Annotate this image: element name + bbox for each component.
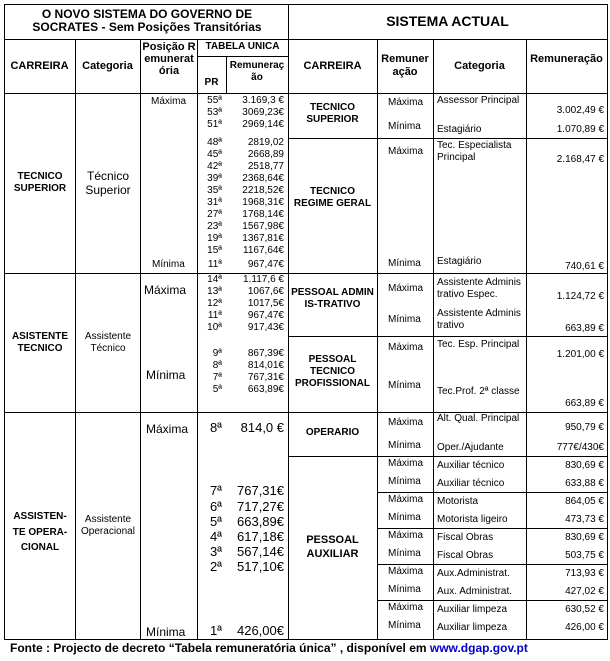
right-carreira-tecnico-superior: TECNICO SUPERIOR bbox=[306, 102, 359, 125]
salary-cell: 967,47€ bbox=[247, 310, 284, 321]
category-cell: Motorista bbox=[437, 496, 479, 507]
pr-cell: 13ª bbox=[207, 286, 222, 297]
salary-cell: 1567,98€ bbox=[242, 221, 284, 232]
left-title: O NOVO SISTEMA DO GOVERNO DE SOCRATES - Sem Posições Transitórias bbox=[32, 7, 262, 35]
category-cell: Estagiário bbox=[437, 256, 482, 267]
salary-cell: 567,14€ bbox=[237, 544, 284, 559]
category-cell: Alt. Qual. Principal bbox=[437, 413, 520, 424]
label-minima: Mínima bbox=[152, 259, 185, 270]
salary-cell: 2819,02 bbox=[247, 137, 284, 148]
pr-cell: 11ª bbox=[207, 310, 222, 321]
label-maxima: Máxima bbox=[388, 146, 424, 157]
left-carreira-tecnico-superior: TECNICO SUPERIOR bbox=[13, 171, 67, 194]
salary-cell: 767,31€ bbox=[237, 483, 284, 498]
left-categoria-tecnico-superior: Técnico Superior bbox=[85, 169, 131, 197]
pr-cell: 31ª bbox=[207, 197, 222, 208]
label-maxima: Máxima bbox=[388, 530, 424, 541]
salary-cell: 503,75 € bbox=[565, 550, 604, 561]
category-cell: Auxiliar limpeza bbox=[437, 604, 508, 615]
right-carreira-pessoal-administrativo: PESSOAL ADMINIS-TRATIVO bbox=[291, 287, 374, 310]
salary-cell: 663,89€ bbox=[247, 384, 284, 395]
salary-cell: 2.168,47 € bbox=[556, 154, 604, 165]
pr-cell: 5ª bbox=[212, 384, 222, 395]
category-cell: Tec.Prof. 2ª classe bbox=[437, 386, 520, 397]
right-carreira-pessoal-auxiliar: PESSOAL AUXILIAR bbox=[306, 534, 359, 560]
category-cell: Tec. Especialista Principal bbox=[437, 140, 512, 163]
salary-cell: 814,0 € bbox=[240, 420, 284, 435]
salary-cell: 1367,81€ bbox=[242, 233, 284, 244]
category-cell: Fiscal Obras bbox=[437, 550, 494, 561]
salary-cell: 1167,64€ bbox=[243, 245, 284, 256]
source-footnote bbox=[10, 641, 528, 655]
category-cell: Assessor Principal bbox=[437, 95, 520, 106]
right-carreira-operario: OPERARIO bbox=[305, 427, 360, 438]
salary-cell: 1.117,6 € bbox=[243, 274, 284, 285]
header-pr: PR bbox=[204, 77, 219, 88]
pr-cell: 8ª bbox=[209, 420, 222, 435]
salary-cell: 2668,89 bbox=[247, 149, 284, 160]
label-minima: Mínima bbox=[146, 625, 186, 639]
pr-cell: 10ª bbox=[207, 322, 222, 333]
pr-cell: 5ª bbox=[209, 514, 222, 529]
header-remuneracao-right-2: Remuneração bbox=[530, 53, 603, 65]
category-cell: Assistente Administrativo Espec. bbox=[437, 277, 521, 300]
salary-cell: 630,52 € bbox=[565, 604, 604, 615]
pr-cell: 51ª bbox=[207, 119, 222, 130]
label-maxima: Máxima bbox=[388, 342, 424, 353]
left-carreira-assistente-tecnico: ASISTENTE TECNICO bbox=[11, 331, 69, 354]
header-remuneracao: Remuneração bbox=[229, 60, 285, 83]
category-cell: Auxiliar limpeza bbox=[437, 622, 508, 633]
salary-cell: 2969,14€ bbox=[242, 119, 284, 130]
pr-cell: 39ª bbox=[207, 173, 222, 184]
pr-cell: 53ª bbox=[207, 107, 222, 118]
salary-cell: 427,02 € bbox=[565, 586, 604, 597]
pr-cell: 55ª bbox=[207, 95, 222, 106]
label-minima: Mínima bbox=[388, 380, 421, 391]
salary-cell: 1.124,72 € bbox=[556, 291, 604, 302]
label-maxima: Máxima bbox=[146, 422, 189, 436]
salary-cell: 426,00 € bbox=[565, 622, 604, 633]
pr-cell: 6ª bbox=[209, 499, 222, 514]
salary-cell: 2218,52€ bbox=[242, 185, 284, 196]
pr-cell: 15ª bbox=[207, 245, 222, 256]
salary-cell: 713,93 € bbox=[565, 568, 604, 579]
pr-cell: 42ª bbox=[207, 161, 222, 172]
pr-cell: 8ª bbox=[212, 360, 222, 371]
pr-cell: 11ª bbox=[207, 259, 222, 270]
category-cell: Auxiliar técnico bbox=[437, 478, 505, 489]
salary-cell: 917,43€ bbox=[247, 322, 284, 333]
pr-cell: 7ª bbox=[212, 372, 222, 383]
salary-cell: 830,69 € bbox=[565, 460, 604, 471]
category-cell: Auxiliar técnico bbox=[437, 460, 505, 471]
left-categoria-assistente-tecnico: Assistente Técnico bbox=[84, 331, 132, 354]
source-link[interactable]: www.dgap.gov.pt bbox=[429, 641, 528, 655]
category-cell: Motorista ligeiro bbox=[437, 514, 508, 525]
footer-text: Fonte : Projecto de decreto “Tabela remuneratória única” , disponível em bbox=[10, 641, 430, 655]
salary-cell: 663,89 € bbox=[565, 323, 604, 334]
salary-cell: 3069,23€ bbox=[242, 107, 284, 118]
label-minima: Mínima bbox=[388, 314, 421, 325]
salary-cell: 617,18€ bbox=[237, 529, 284, 544]
category-cell: Tec. Esp. Principal bbox=[437, 339, 520, 350]
pr-cell: 7ª bbox=[209, 483, 222, 498]
label-minima: Mínima bbox=[388, 548, 421, 559]
label-minima: Mínima bbox=[388, 258, 421, 269]
pr-cell: 4ª bbox=[209, 529, 222, 544]
salary-cell: 767,31€ bbox=[247, 372, 284, 383]
salary-cell: 1017,5€ bbox=[247, 298, 284, 309]
header-carreira: CARREIRA bbox=[10, 60, 69, 72]
right-carreira-tecnico-profissional: PESSOAL TECNICO PROFISSIONAL bbox=[294, 354, 370, 389]
salary-cell: 830,69 € bbox=[565, 532, 604, 543]
label-minima: Mínima bbox=[388, 512, 421, 523]
label-maxima: Máxima bbox=[388, 417, 424, 428]
pr-cell: 14ª bbox=[207, 274, 222, 285]
label-minima: Mínima bbox=[388, 440, 421, 451]
category-cell: Assistente Administrativo bbox=[437, 308, 521, 331]
pr-cell: 23ª bbox=[207, 221, 222, 232]
label-minima: Mínima bbox=[388, 584, 421, 595]
salary-cell: 814,01€ bbox=[247, 360, 284, 371]
category-cell: Aux. Administrat. bbox=[437, 586, 513, 597]
category-cell: Estagiário bbox=[437, 124, 482, 135]
salary-cell: 1067,6€ bbox=[247, 286, 284, 297]
salary-cell: 864,05 € bbox=[565, 496, 604, 507]
salary-cell: 950,79 € bbox=[565, 422, 604, 433]
label-minima: Mínima bbox=[388, 620, 421, 631]
salary-cell: 2368,64€ bbox=[242, 173, 284, 184]
pr-cell: 1ª bbox=[209, 623, 222, 638]
label-maxima: Máxima bbox=[151, 96, 187, 107]
header-tabela-unica: TABELA UNICA bbox=[205, 41, 280, 52]
header-categoria: Categoria bbox=[82, 60, 133, 72]
pr-cell: 2ª bbox=[209, 559, 222, 574]
right-title: SISTEMA ACTUAL bbox=[386, 13, 509, 29]
salary-cell: 663,89 € bbox=[565, 398, 604, 409]
header-posicao: Posição Remuneratória bbox=[142, 41, 196, 78]
category-cell: Fiscal Obras bbox=[437, 532, 494, 543]
right-carreira-tecnico-regime-geral: TECNICO REGIME GERAL bbox=[293, 186, 372, 209]
label-maxima: Máxima bbox=[388, 283, 424, 294]
salary-cell: 473,73 € bbox=[565, 514, 604, 525]
salary-cell: 867,39€ bbox=[247, 348, 284, 359]
label-minima: Mínima bbox=[146, 368, 186, 382]
pr-cell: 48ª bbox=[207, 137, 222, 148]
salary-cell: 1.070,89 € bbox=[556, 124, 604, 135]
salary-cell: 740,61 € bbox=[565, 261, 604, 272]
category-cell: Aux.Administrat. bbox=[437, 568, 510, 579]
left-carreira-assistente-operacional: ASSISTEN-TE OPERA-CIONAL bbox=[12, 511, 68, 553]
label-maxima: Máxima bbox=[388, 602, 424, 613]
left-categoria-assistente-operacional: Assistente Operacional bbox=[81, 514, 135, 537]
label-maxima: Máxima bbox=[144, 283, 187, 297]
salary-cell: 633,88 € bbox=[565, 478, 604, 489]
pr-cell: 45ª bbox=[207, 149, 222, 160]
pr-cell: 19ª bbox=[207, 233, 222, 244]
salary-cell: 717,27€ bbox=[237, 499, 284, 514]
pr-cell: 9ª bbox=[212, 348, 222, 359]
header-categoria-right: Categoria bbox=[454, 60, 505, 72]
header-remuneracao-right: Remuneração bbox=[381, 53, 429, 78]
label-maxima: Máxima bbox=[388, 494, 424, 505]
category-cell: Oper./Ajudante bbox=[437, 442, 504, 453]
salary-cell: 777€/430€ bbox=[556, 442, 604, 453]
label-maxima: Máxima bbox=[388, 97, 424, 108]
label-maxima: Máxima bbox=[388, 458, 424, 469]
salary-cell: 967,47€ bbox=[247, 259, 284, 270]
salary-cell: 1968,31€ bbox=[242, 197, 284, 208]
label-maxima: Máxima bbox=[388, 566, 424, 577]
salary-cell: 3.002,49 € bbox=[556, 105, 604, 116]
label-minima: Mínima bbox=[388, 476, 421, 487]
label-minima: Mínima bbox=[388, 121, 421, 132]
header-carreira-right: CARREIRA bbox=[303, 60, 362, 72]
salary-cell: 1768,14€ bbox=[242, 209, 284, 220]
salary-cell: 517,10€ bbox=[237, 559, 284, 574]
salary-cell: 2518,77 bbox=[247, 161, 284, 172]
pr-cell: 3ª bbox=[209, 544, 222, 559]
pr-cell: 35ª bbox=[207, 185, 222, 196]
pr-cell: 12ª bbox=[207, 298, 222, 309]
pr-cell: 27ª bbox=[207, 209, 222, 220]
salary-cell: 1.201,00 € bbox=[556, 349, 604, 360]
salary-cell: 663,89€ bbox=[237, 514, 284, 529]
salary-cell: 3.169,3 € bbox=[242, 95, 284, 106]
salary-cell: 426,00€ bbox=[237, 623, 284, 638]
